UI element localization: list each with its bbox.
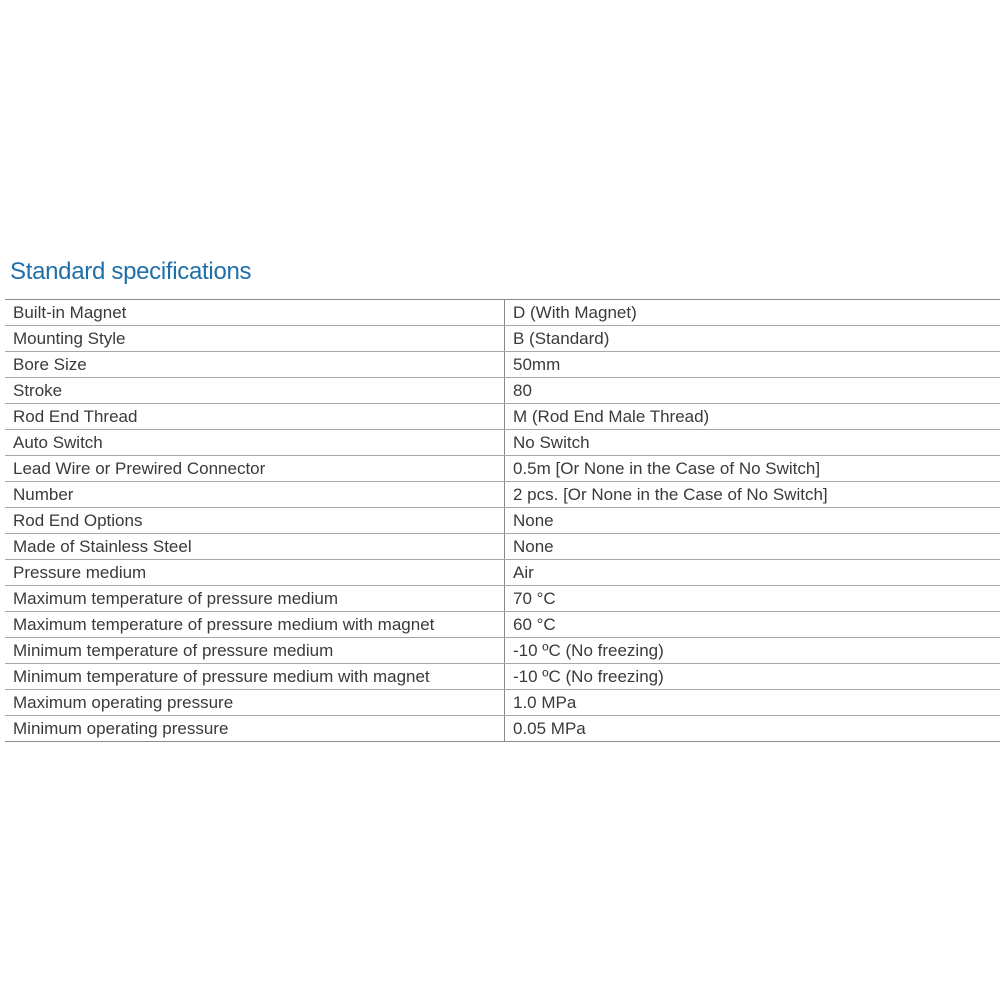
spec-value: 50mm	[505, 352, 1000, 378]
table-row	[5, 638, 1000, 664]
table-row	[5, 326, 1000, 352]
table-row	[5, 482, 1000, 508]
spec-label: Bore Size	[5, 352, 505, 378]
table-row	[5, 430, 1000, 456]
spec-table	[5, 299, 1000, 742]
table-row	[5, 586, 1000, 612]
spec-table-body	[5, 300, 1000, 742]
spec-value: None	[505, 534, 1000, 560]
table-row	[5, 352, 1000, 378]
table-row	[5, 534, 1000, 560]
spec-label: Minimum operating pressure	[5, 716, 505, 742]
spec-label: Minimum temperature of pressure medium with magnet	[5, 664, 505, 690]
spec-value: 1.0 MPa	[505, 690, 1000, 716]
spec-value: 0.5m [Or None in the Case of No Switch]	[505, 456, 1000, 482]
spec-value: None	[505, 508, 1000, 534]
table-row	[5, 508, 1000, 534]
spec-value: No Switch	[505, 430, 1000, 456]
spec-label: Rod End Thread	[5, 404, 505, 430]
spec-value: 70 °C	[505, 586, 1000, 612]
spec-label: Auto Switch	[5, 430, 505, 456]
table-row	[5, 378, 1000, 404]
spec-label: Maximum operating pressure	[5, 690, 505, 716]
spec-label: Number	[5, 482, 505, 508]
page-title: Standard specifications	[10, 258, 252, 285]
spec-value: B (Standard)	[505, 326, 1000, 352]
spec-value: D (With Magnet)	[505, 300, 1000, 326]
spec-label: Mounting Style	[5, 326, 505, 352]
spec-label: Lead Wire or Prewired Connector	[5, 456, 505, 482]
table-row	[5, 404, 1000, 430]
spec-value: M (Rod End Male Thread)	[505, 404, 1000, 430]
spec-label: Minimum temperature of pressure medium	[5, 638, 505, 664]
spec-value: 80	[505, 378, 1000, 404]
spec-label: Rod End Options	[5, 508, 505, 534]
spec-value: 0.05 MPa	[505, 716, 1000, 742]
spec-label: Built-in Magnet	[5, 300, 505, 326]
spec-label: Stroke	[5, 378, 505, 404]
table-row	[5, 300, 1000, 326]
spec-label: Pressure medium	[5, 560, 505, 586]
table-row	[5, 664, 1000, 690]
spec-value: Air	[505, 560, 1000, 586]
spec-label: Maximum temperature of pressure medium with magnet	[5, 612, 505, 638]
spec-value: 60 °C	[505, 612, 1000, 638]
table-row	[5, 560, 1000, 586]
table-row	[5, 690, 1000, 716]
table-row	[5, 612, 1000, 638]
table-row	[5, 716, 1000, 742]
spec-value: -10 ºC (No freezing)	[505, 664, 1000, 690]
table-row	[5, 456, 1000, 482]
spec-value: -10 ºC (No freezing)	[505, 638, 1000, 664]
spec-label: Maximum temperature of pressure medium	[5, 586, 505, 612]
spec-label: Made of Stainless Steel	[5, 534, 505, 560]
spec-value: 2 pcs. [Or None in the Case of No Switch]	[505, 482, 1000, 508]
